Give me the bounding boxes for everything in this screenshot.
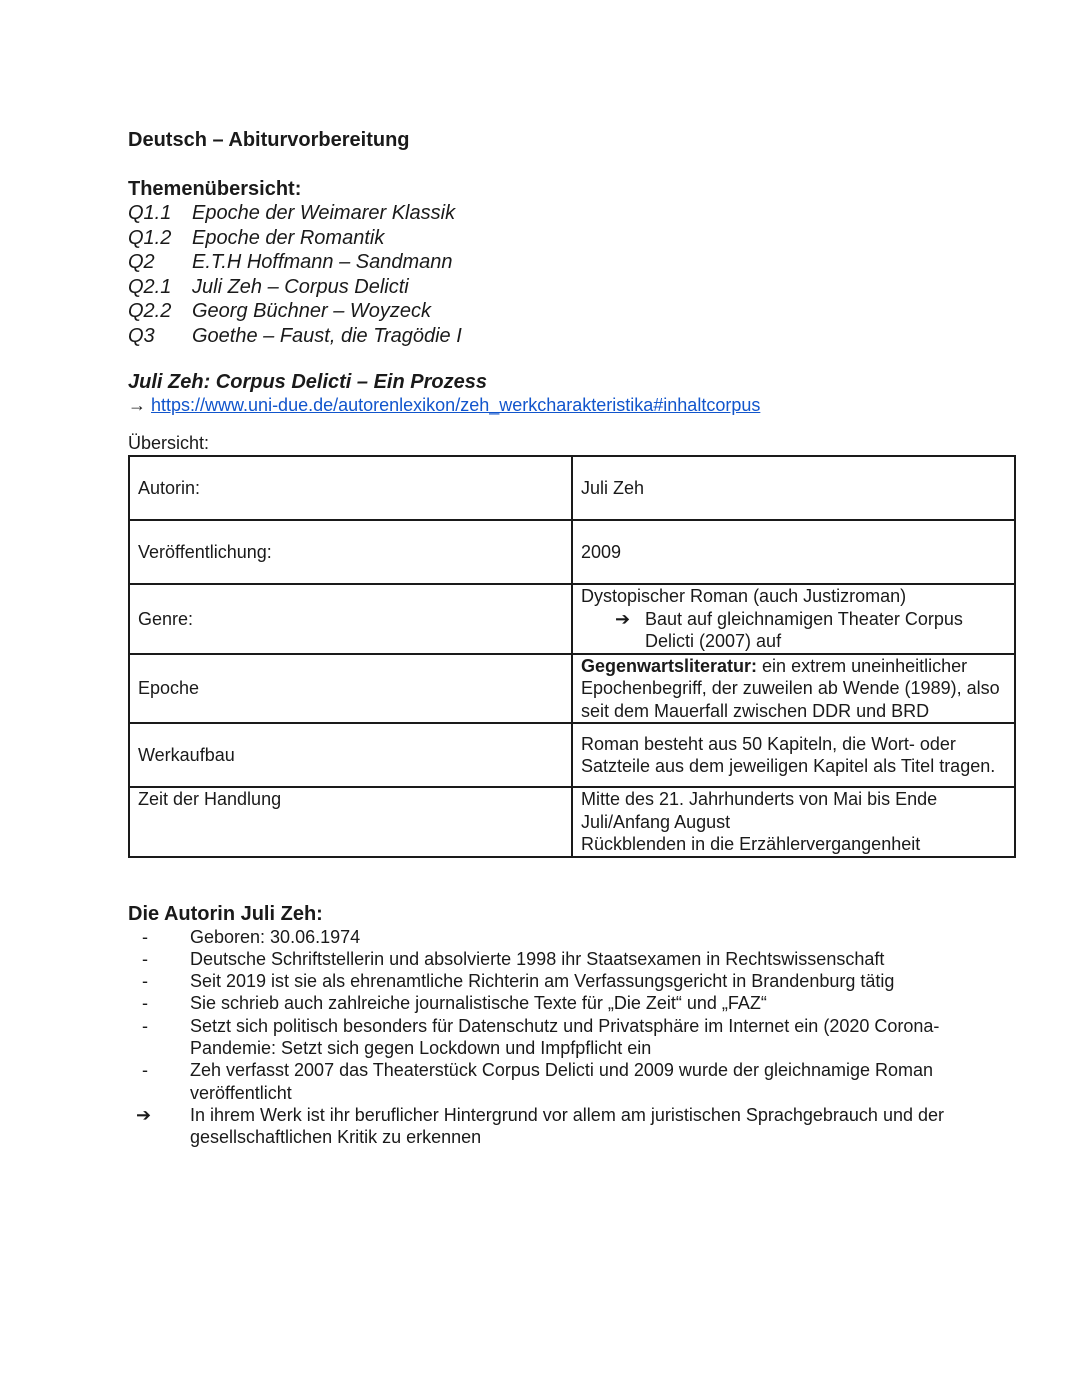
table-row bbox=[129, 654, 1015, 724]
genre-sub-note bbox=[581, 608, 1006, 653]
topic-code: Q1.2 bbox=[128, 226, 172, 249]
dash-bullet: - bbox=[142, 1060, 148, 1081]
topic-code: Q2.2 bbox=[128, 300, 172, 322]
reference-link-row bbox=[128, 394, 1028, 416]
document-title: Deutsch – Abiturvorbereitung bbox=[128, 129, 410, 151]
row-key: Zeit der Handlung bbox=[129, 787, 572, 857]
list-item-text: In ihrem Werk ist ihr beruflicher Hintergrund vor allem am juristischen Sprachgebrauch und der gesellschaftlichen Kritik zu erkennen bbox=[190, 1104, 944, 1148]
topic-item bbox=[128, 226, 1028, 251]
row-value-text: Juli Zeh bbox=[581, 477, 645, 498]
topic-code: Q3 bbox=[128, 324, 155, 347]
row-value bbox=[572, 654, 1015, 724]
link-arrow-icon: → bbox=[128, 395, 146, 415]
row-value-text: Dystopischer Roman (auch Justizroman) bbox=[581, 586, 907, 606]
list-item bbox=[128, 1104, 1028, 1149]
row-value bbox=[572, 723, 1015, 787]
row-value-bold: Gegenwartsliteratur: bbox=[581, 655, 758, 676]
list-item bbox=[128, 926, 1028, 948]
table-row bbox=[129, 520, 1015, 584]
list-item bbox=[128, 1015, 1028, 1060]
row-key: Epoche bbox=[129, 654, 572, 724]
topic-overview-heading: Themenübersicht: bbox=[128, 178, 302, 200]
topic-title: Goethe – Faust, die Tragödie I bbox=[192, 324, 462, 347]
row-key: Genre: bbox=[129, 584, 572, 654]
dash-bullet: - bbox=[142, 993, 148, 1014]
list-item bbox=[128, 992, 1028, 1014]
dash-bullet: - bbox=[142, 1015, 148, 1036]
list-item-text: Geboren: 30.06.1974 bbox=[190, 926, 361, 947]
list-item-text: Setzt sich politisch besonders für Datenschutz und Privatsphäre im Internet ein (2020 Corona-Pandemie: Setzt sich gegen Lockdown und Impfpflicht ein bbox=[190, 1015, 940, 1058]
row-value-text: 2009 bbox=[581, 541, 622, 562]
row-value-text: Roman besteht aus 50 Kapiteln, die Wort- oder Satzteile aus dem jeweiligen Kapitel als Titel tragen. bbox=[581, 733, 996, 776]
topic-item bbox=[128, 299, 1028, 324]
dash-bullet: - bbox=[142, 926, 148, 947]
row-key: Autorin: bbox=[129, 456, 572, 520]
novel-heading: Juli Zeh: Corpus Delicti – Ein Prozess bbox=[128, 371, 487, 393]
table-label: Übersicht: bbox=[128, 433, 210, 453]
document-page bbox=[128, 127, 1028, 1148]
row-key: Werkaufbau bbox=[129, 723, 572, 787]
topic-title: Epoche der Weimarer Klassik bbox=[192, 202, 456, 224]
list-item-text: Zeh verfasst 2007 das Theaterstück Corpus Delicti und 2009 wurde der gleichnamige Roman veröffentlicht bbox=[190, 1060, 934, 1103]
dash-bullet: - bbox=[142, 948, 148, 969]
topic-item bbox=[128, 324, 1028, 349]
dash-bullet: - bbox=[142, 971, 148, 992]
list-item bbox=[128, 970, 1028, 992]
row-value bbox=[572, 584, 1015, 654]
topic-code: Q1.1 bbox=[128, 202, 172, 224]
table-row bbox=[129, 787, 1015, 857]
topic-title: Juli Zeh – Corpus Delicti bbox=[192, 275, 409, 298]
row-value bbox=[572, 787, 1015, 857]
list-item bbox=[128, 948, 1028, 970]
list-item-text: Deutsche Schriftstellerin und absolvierte 1998 ihr Staatsexamen in Rechtswissenschaft bbox=[190, 948, 885, 969]
topic-list bbox=[128, 201, 1028, 348]
sub-note-text: Baut auf gleichnamigen Theater Corpus Delicti (2007) auf bbox=[645, 608, 963, 651]
topic-item bbox=[128, 275, 1028, 300]
list-item bbox=[128, 1059, 1028, 1104]
topic-code: Q2 bbox=[128, 251, 155, 273]
right-arrow-icon: ➔ bbox=[615, 608, 631, 629]
topic-title: E.T.H Hoffmann – Sandmann bbox=[192, 251, 453, 273]
right-arrow-icon: ➔ bbox=[136, 1104, 152, 1125]
row-value bbox=[572, 456, 1015, 520]
topic-code: Q2.1 bbox=[128, 275, 172, 298]
row-value-text: ein extrem uneinheitlicher Epochenbegriff, der zuweilen ab Wende (1989), also seit dem Mauerfall zwischen DDR und BRD bbox=[581, 655, 1000, 721]
row-key: Veröffentlichung: bbox=[129, 520, 572, 584]
list-item-text: Sie schrieb auch zahlreiche journalistische Texte für „Die Zeit“ und „FAZ“ bbox=[190, 993, 767, 1014]
author-bio-list bbox=[128, 926, 1028, 1149]
topic-item bbox=[128, 201, 1028, 226]
novel-facts-table bbox=[128, 455, 1016, 858]
reference-link[interactable]: https://www.uni-due.de/autorenlexikon/zeh_werkcharakteristika#inhaltcorpus bbox=[151, 395, 761, 415]
table-row bbox=[129, 723, 1015, 787]
topic-title: Epoche der Romantik bbox=[192, 226, 385, 249]
table-row bbox=[129, 456, 1015, 520]
row-value-text: Mitte des 21. Jahrhunderts von Mai bis Ende Juli/Anfang August bbox=[581, 789, 938, 832]
author-heading: Die Autorin Juli Zeh: bbox=[128, 902, 323, 925]
table-row bbox=[129, 584, 1015, 654]
row-value-text: Rückblenden in die Erzählervergangenheit bbox=[581, 834, 921, 854]
topic-title: Georg Büchner – Woyzeck bbox=[192, 300, 431, 322]
topic-item bbox=[128, 250, 1028, 275]
row-value bbox=[572, 520, 1015, 584]
list-item-text: Seit 2019 ist sie als ehrenamtliche Richterin am Verfassungsgericht in Brandenburg tätig bbox=[190, 971, 895, 992]
